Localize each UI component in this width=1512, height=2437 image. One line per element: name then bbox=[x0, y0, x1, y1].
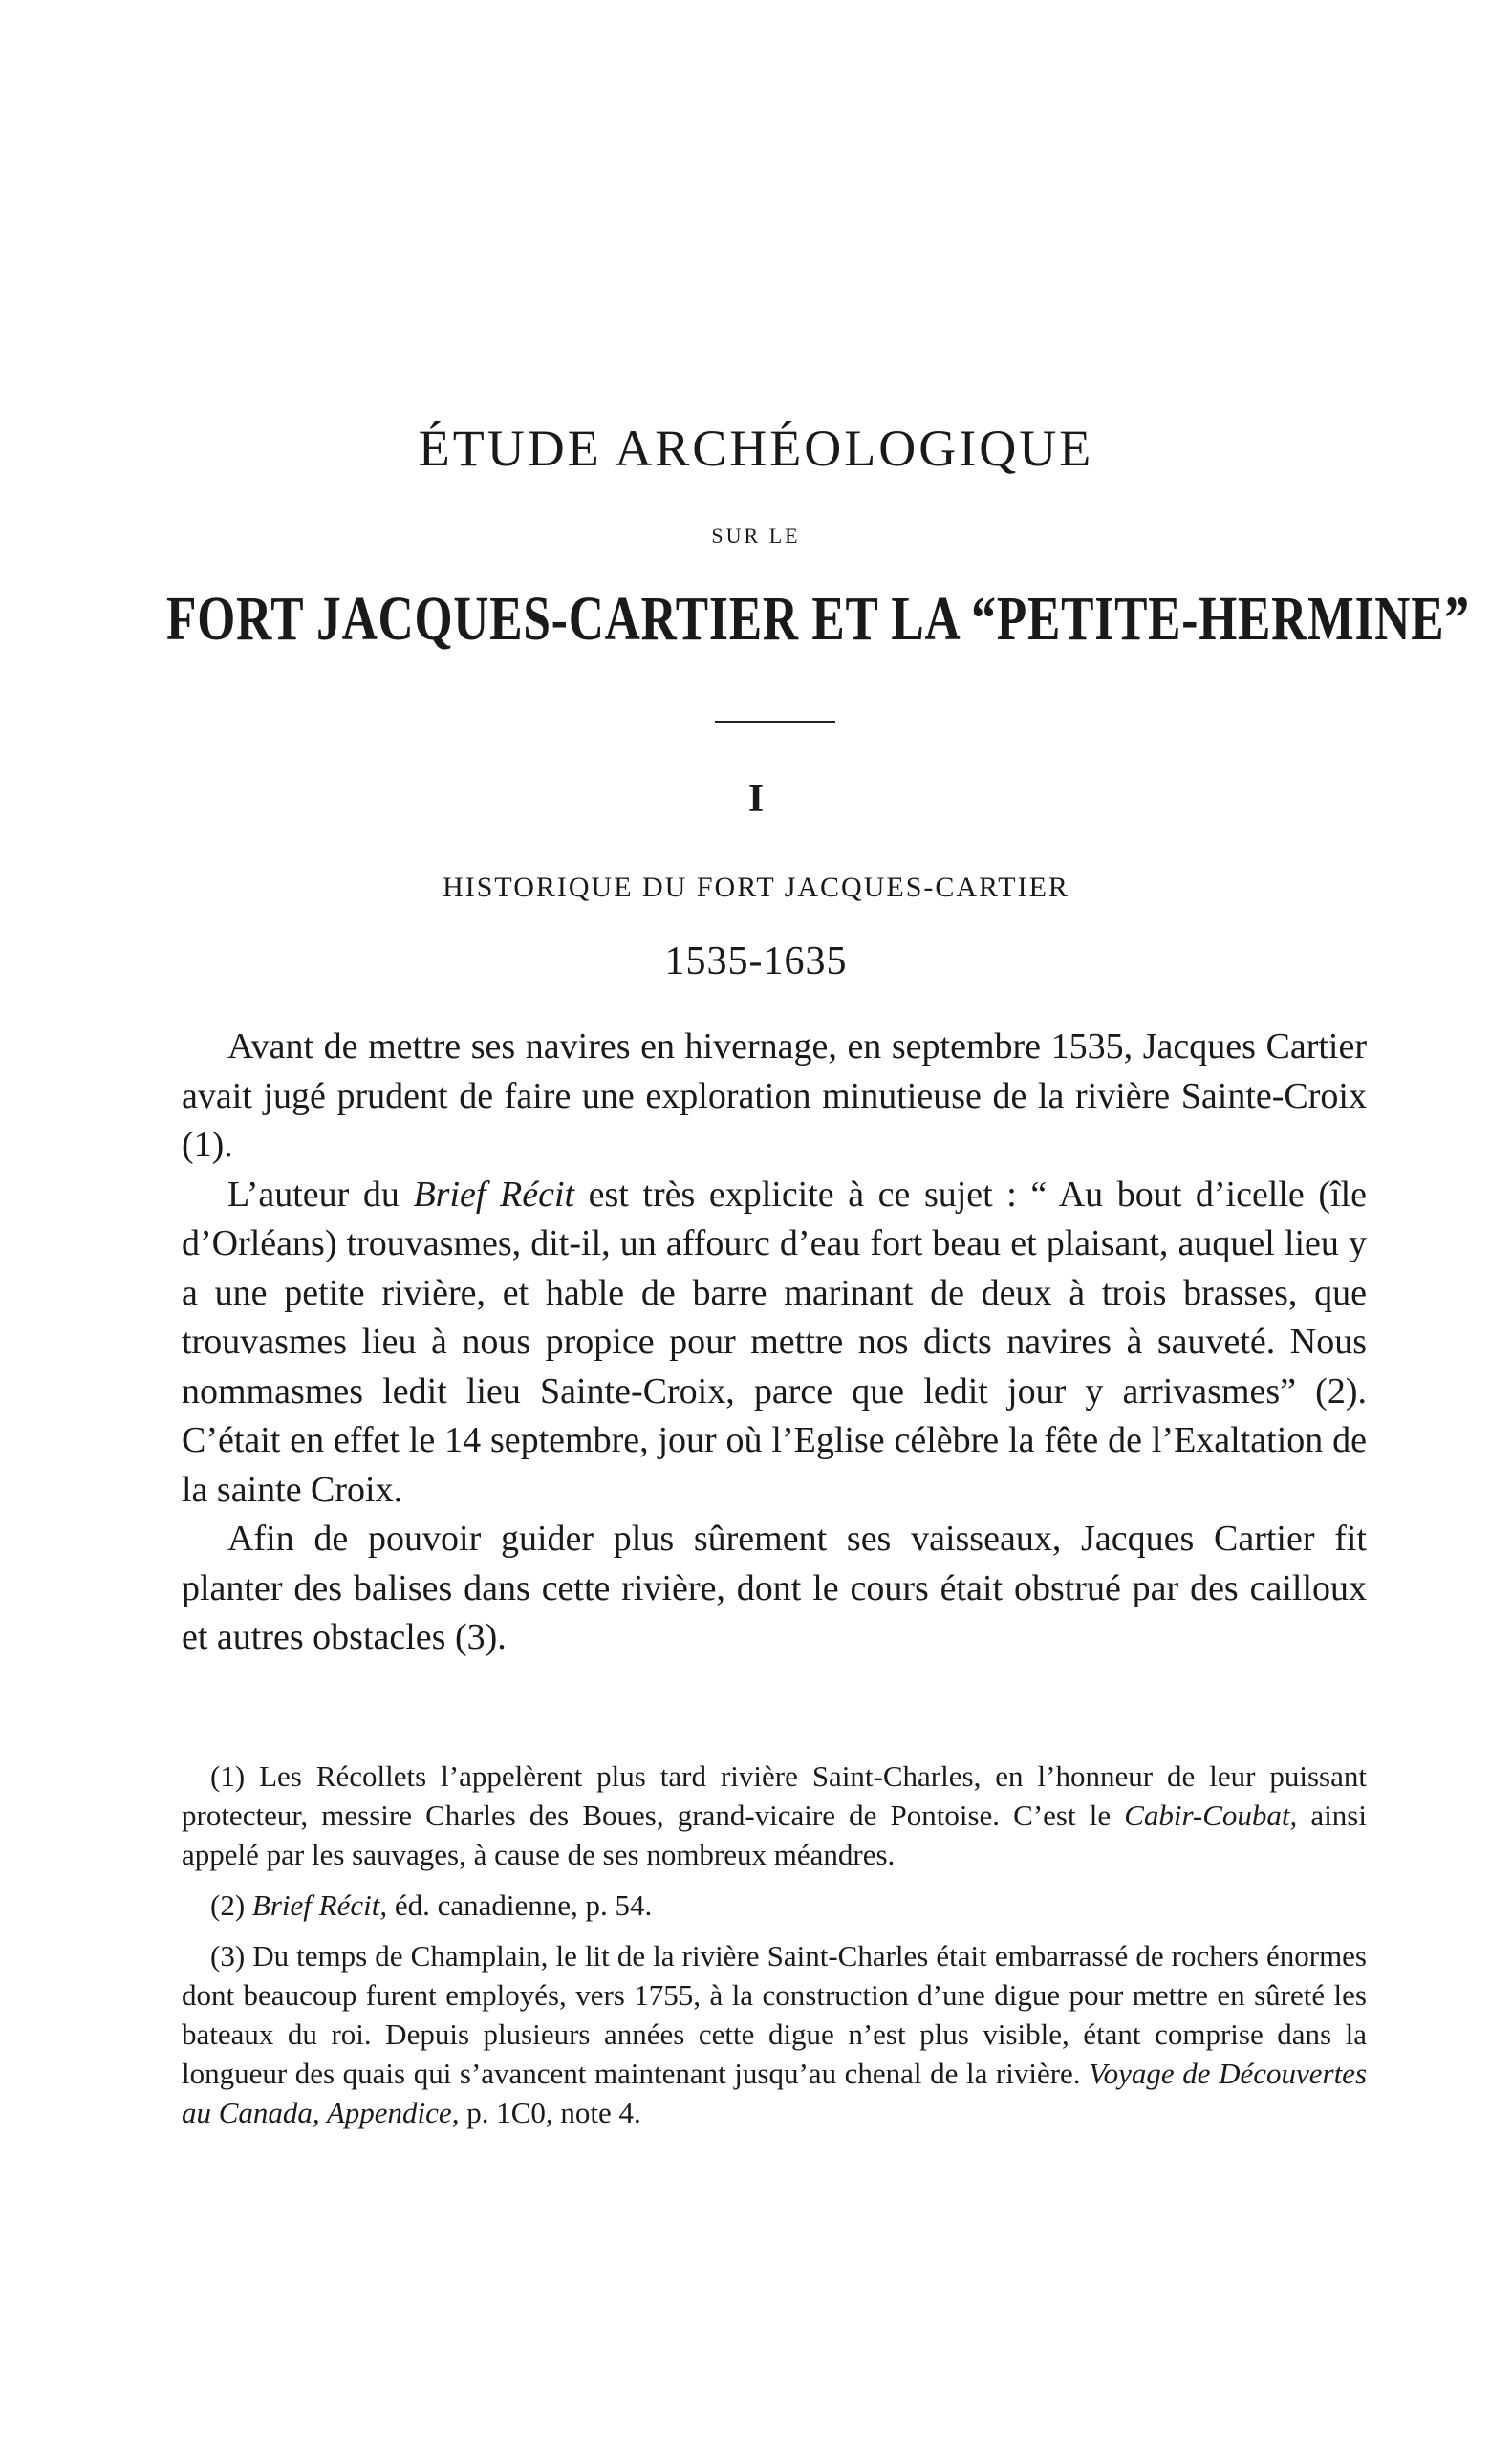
paragraph-2-start: L’auteur du bbox=[227, 1174, 414, 1215]
chapter-dates: 1535-1635 bbox=[664, 939, 848, 983]
footnote-1-italic: Cabir-Coubat, bbox=[1124, 1799, 1298, 1832]
chapter-numeral: I bbox=[747, 777, 765, 821]
paragraph-2 bbox=[182, 1171, 1367, 1516]
paragraph-1: Avant de mettre ses navires en hivernage, en septembre 1535, Jacques Cartier avait jugé prudent de faire une exploration minutieuse de la rivière Sainte-Croix (1). bbox=[182, 1026, 1367, 1165]
paragraph-3: Afin de pouvoir guider plus sûrement ses vaisseaux, Jacques Cartier fit planter des balises dans cette rivière, dont le cours était obstrué par des cailloux et autres obstacles (3). bbox=[182, 1519, 1367, 1657]
footnote-3-italic: Voyage de Découvertes au Canada, Appendice, bbox=[182, 2057, 1368, 2129]
footnote-2 bbox=[182, 1886, 1367, 1925]
document-title: FORT JACQUES-CARTIER ET LA “PETITE-HERMINE” bbox=[166, 584, 1470, 654]
footnote-2-start: (2) bbox=[210, 1888, 252, 1922]
footnote-2-italic: Brief Récit, bbox=[251, 1888, 388, 1922]
footnote-1-start: (1) Les Récollets l’appelèrent plus tard rivière Saint-Charles, en l’honneur de leur puissant protecteur, messire Charles des Boues, grand-vicaire de Pontoise. C’est le bbox=[182, 1759, 1367, 1832]
footnote-1-rest: ainsi appelé par les sauvages, à cause de ses nombreux méandres. bbox=[182, 1799, 1367, 1871]
title-divider bbox=[715, 721, 835, 723]
footnote-3 bbox=[182, 1936, 1367, 2132]
paragraph-2-rest: est très explicite à ce sujet : “ Au bout d’icelle (île d’Orléans) trouvasmes, dit-il, un affourc d’eau fort beau et plaisant, auquel lieu y a une petite rivière, et hable de barre marinant de deux à trois brasses, que trouvasmes lieu à nous propice pour mettre nos dicts navires à sauveté. Nous nommasmes ledit lieu Sainte-Croix, parce que ledit jour y arrivasmes” (2). C’était en effet le 14 septembre, jour où l’Eglise célèbre la fête de l’Exaltation de la sainte Croix. bbox=[182, 1174, 1367, 1510]
footnotes bbox=[182, 1757, 1367, 2144]
footnote-1 bbox=[182, 1757, 1367, 1874]
sub-heading-connector: SUR LE bbox=[711, 524, 801, 548]
paragraph-2-italic: Brief Récit bbox=[413, 1174, 575, 1215]
footnote-2-rest: éd. canadienne, p. 54. bbox=[387, 1888, 653, 1922]
chapter-heading: HISTORIQUE DU FORT JACQUES-CARTIER bbox=[443, 872, 1069, 903]
main-heading: ÉTUDE ARCHÉOLOGIQUE bbox=[418, 420, 1094, 477]
footnote-3-rest: p. 1C0, note 4. bbox=[459, 2096, 641, 2129]
footnote-3-start: (3) Du temps de Champlain, le lit de la rivière Saint-Charles était embarrassé de rochers énormes dont beaucoup furent employés, vers 1755, à la construction d’une digue pour mettre en sûreté les bateaux du roi. Depuis plusieurs années cette digue n’est plus visible, étant comprise dans la longueur des quais qui s’avancent maintenant jusqu’au chenal de la rivière. bbox=[182, 1939, 1367, 2090]
body-text bbox=[182, 1023, 1367, 1663]
